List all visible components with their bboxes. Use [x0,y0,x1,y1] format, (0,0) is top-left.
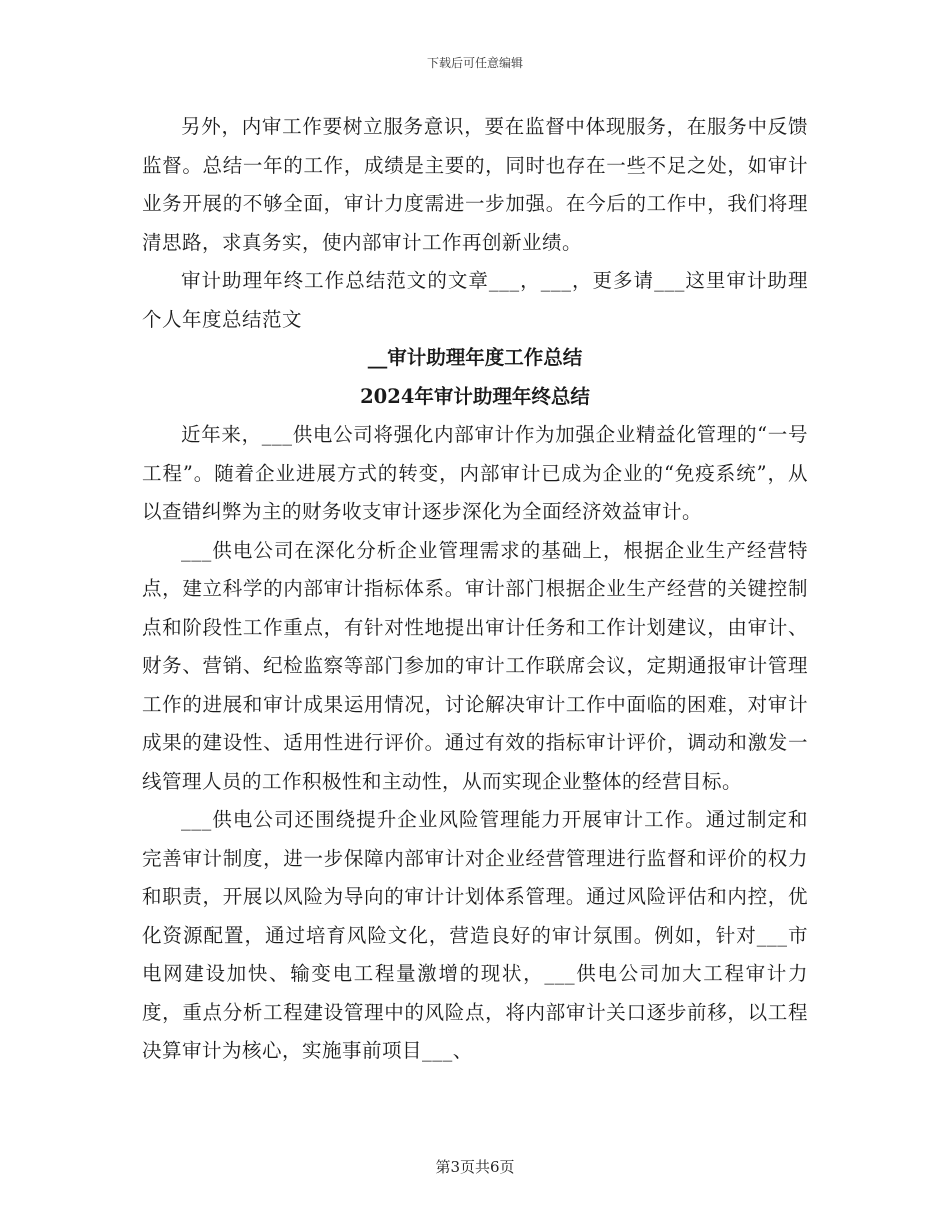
paragraph-article-note: 审计助理年终工作总结范文的文章___，___，更多请___这里审计助理个人年度总结范文 [142,269,808,331]
paragraph-risk-management: ___供电公司还围绕提升企业风险管理能力开展审计工作。通过制定和完善审计制度，进一步保障内部审计对企业经营管理进行监督和评价的权力和职责，开展以风险为导向的审计计划体系管理。通过风险评估和内控，优化资源配置，通过培育风险文化，营造良好的审计氛围。例如，针对___市电网建设加快、输变电工程量激增的现状，___供电公司加大工程审计力度，重点分析工程建设管理中的风险点，将内部审计关口逐步前移，以工程决算审计为核心，实施事前项目___、 [142,808,808,1062]
document-body [142,108,808,1071]
page-header: 下载后可任意编辑 [426,56,523,70]
page-number: 第3页共6页 [435,1158,515,1176]
section-title-annual: __审计助理年度工作总结 [367,346,583,369]
section-title-2024: 2024年审计助理年终总结 [360,384,590,408]
paragraph-indicator-system: ___供电公司在深化分析企业管理需求的基础上，根据企业生产经营特点，建立科学的内部审计指标体系。审计部门根据企业生产经营的关键控制点和阶段性工作重点，有针对性地提出审计任务和工作计划建议，由审计、财务、营销、纪检监察等部门参加的审计工作联席会议，定期通报审计管理工作的进展和审计成果运用情况，讨论解决审计工作中面临的困难，对审计成果的建设性、适用性进行评价。通过有效的指标审计评价，调动和激发一线管理人员的工作积极性和主动性，从而实现企业整体的经营目标。 [142,538,808,793]
paragraph-recent-years: 近年来，___供电公司将强化内部审计作为加强企业精益化管理的“一号工程”。随着企业进展方式的转变，内部审计已成为企业的“免疫系统”，从以查错纠弊为主的财务收支审计逐步深化为全面经济效益审计。 [142,423,808,523]
paragraph-service-awareness: 另外，内审工作要树立服务意识，要在监督中体现服务，在服务中反馈监督。总结一年的工作，成绩是主要的，同时也存在一些不足之处，如审计业务开展的不够全面，审计力度需进一步加强。在今后的工作中，我们将理清思路，求真务实，使内部审计工作再创新业绩。 [142,115,808,254]
